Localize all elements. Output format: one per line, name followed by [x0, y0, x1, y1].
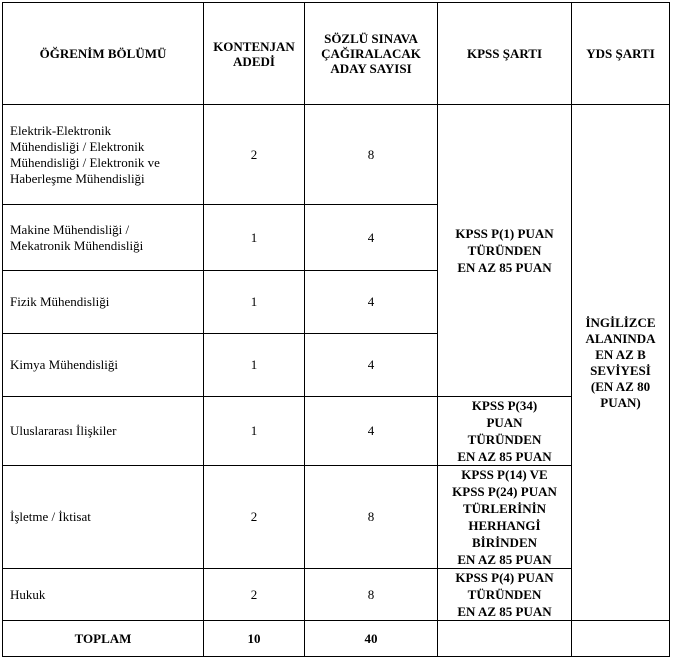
total-yds-empty	[572, 621, 670, 657]
bolum-cell: Uluslararası İlişkiler	[3, 397, 204, 466]
kpss-uluslararasi-cell: KPSS P(34) PUAN TÜRÜNDEN EN AZ 85 PUAN	[438, 397, 572, 466]
header-sozlu: SÖZLÜ SINAVA ÇAĞIRALACAK ADAY SAYISI	[305, 3, 438, 105]
total-aday: 40	[305, 621, 438, 657]
bolum-cell: Hukuk	[3, 569, 204, 621]
table-row	[3, 105, 670, 205]
bolum-cell: İşletme / İktisat	[3, 466, 204, 569]
aday-cell: 4	[305, 271, 438, 334]
kontenjan-cell: 2	[204, 569, 305, 621]
aday-cell: 8	[305, 105, 438, 205]
bolum-cell: Fizik Mühendisliği	[3, 271, 204, 334]
header-row	[3, 3, 670, 105]
header-kpss: KPSS ŞARTI	[438, 3, 572, 105]
bolum-cell: Makine Mühendisliği / Mekatronik Mühendisliği	[3, 205, 204, 271]
total-label: TOPLAM	[3, 621, 204, 657]
table-row	[3, 466, 670, 569]
bolum-cell: Elektrik-Elektronik Mühendisliği / Elektronik Mühendisliği / Elektronik ve Haberleşme Mühendisliği	[3, 105, 204, 205]
kontenjan-cell: 1	[204, 271, 305, 334]
yds-cell: İNGİLİZCE ALANINDA EN AZ B SEVİYESİ (EN AZ 80 PUAN)	[572, 105, 670, 621]
aday-cell: 8	[305, 569, 438, 621]
kontenjan-cell: 2	[204, 105, 305, 205]
aday-cell: 4	[305, 205, 438, 271]
kontenjan-cell: 1	[204, 397, 305, 466]
kontenjan-cell: 2	[204, 466, 305, 569]
table-row	[3, 397, 670, 466]
header-kontenjan: KONTENJAN ADEDİ	[204, 3, 305, 105]
header-yds: YDS ŞARTI	[572, 3, 670, 105]
total-row	[3, 621, 670, 657]
total-kpss-empty	[438, 621, 572, 657]
table-row	[3, 569, 670, 621]
kontenjan-table	[2, 2, 670, 657]
header-ogrenim: ÖĞRENİM BÖLÜMÜ	[3, 3, 204, 105]
aday-cell: 8	[305, 466, 438, 569]
kpss-group1-cell: KPSS P(1) PUAN TÜRÜNDEN EN AZ 85 PUAN	[438, 105, 572, 397]
kontenjan-cell: 1	[204, 205, 305, 271]
kontenjan-cell: 1	[204, 334, 305, 397]
aday-cell: 4	[305, 397, 438, 466]
kpss-hukuk-cell: KPSS P(4) PUAN TÜRÜNDEN EN AZ 85 PUAN	[438, 569, 572, 621]
kpss-isletme-cell: KPSS P(14) VE KPSS P(24) PUAN TÜRLERİNİN HERHANGİ BİRİNDEN EN AZ 85 PUAN	[438, 466, 572, 569]
aday-cell: 4	[305, 334, 438, 397]
total-kontenjan: 10	[204, 621, 305, 657]
bolum-cell: Kimya Mühendisliği	[3, 334, 204, 397]
